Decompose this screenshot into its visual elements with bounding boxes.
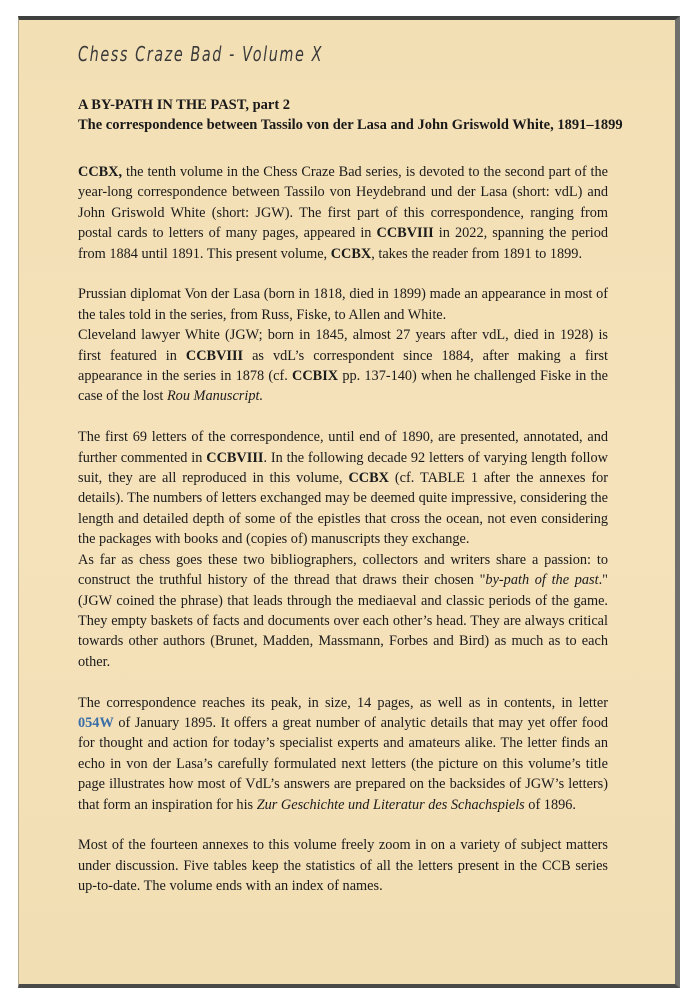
paragraph-von-der-lasa	[78, 284, 608, 325]
text: of 1896.	[524, 796, 576, 813]
phrase: by-path of the past	[485, 572, 599, 589]
book-title: Zur Geschichte und Literatur des Schachspiels	[256, 796, 525, 813]
text: pp. 137-140) when he challenged Fiske in the case of the lost	[78, 368, 608, 405]
paragraph-passion	[78, 550, 608, 672]
paragraph-white	[78, 325, 608, 407]
manuscript-title: Rou Manuscript.	[166, 388, 264, 405]
volume-subtitle: A BY-PATH IN THE PAST, part 2	[78, 97, 291, 113]
volume-name: CCBIX	[292, 368, 339, 385]
text: in 2022, spanning the period from 1884 until 1891. This present volume,	[78, 225, 608, 262]
volume-name: CCBVIII	[185, 347, 244, 364]
blurb-text	[78, 162, 608, 917]
text: ." (JGW coined the phrase) that leads through the mediaeval and classic periods of the game. They empty baskets of facts and documents over each other’s head. They are always critical towards other authors (Brunet, Madden, Massmann, Forbes and Bird) as much as to each other.	[78, 572, 608, 670]
volume-name: CCBVIII	[376, 225, 434, 242]
text: The first 69 letters of the correspondence, until end of 1890, are presented, annotated, and further commented in	[78, 429, 608, 466]
text: Cleveland lawyer White (JGW; born in 1845, almost 27 years after vdL, died in 1928) is first featured in	[78, 327, 608, 364]
volume-name: CCBVIII	[206, 449, 264, 466]
text: (cf. TABLE 1 after the annexes for details). The numbers of letters exchanged may be deemed quite impressive, considering the length and detailed depth of some of the epistles that cross the ocean, not even considering the packages with books and (copies of) manuscripts they exchange.	[78, 470, 608, 548]
paragraph-letters	[78, 427, 608, 549]
volume-name: CCBX	[348, 470, 389, 487]
text: Prussian diplomat Von der Lasa (born in 1818, died in 1899) made an appearance in most of the tales told in the series, from Russ, Fiske, to Allen and White.	[78, 286, 608, 323]
series-title: Chess Craze Bad - Volume X	[78, 42, 324, 66]
text: , takes the reader from 1891 to 1899.	[371, 245, 583, 262]
text: as vdL’s correspondent since 1884, after making a first appearance in the series in 1878 (cf.	[78, 347, 608, 385]
paragraph-annexes	[78, 835, 608, 896]
text: of January 1895. It offers a great number of analytic details that may yet offer food for thought and action for today’s specialist experts and amateurs alike. The letter finds an echo in von der Lasa’s carefully formulated next letters (the picture on this volume’s title page illustrates how most of VdL’s answers are prepared on the backsides of JGW’s letters) that form an inspiration for his	[78, 714, 608, 813]
volume-name: CCBX,	[78, 164, 123, 180]
text: . In the following decade 92 letters of varying length follow suit, they are all reproduced in this volume,	[78, 449, 608, 487]
volume-name: CCBX	[330, 245, 372, 262]
paragraph-intro	[78, 162, 608, 264]
volume-description: The correspondence between Tassilo von der Lasa and John Griswold White, 1891–1899	[78, 117, 623, 133]
text: the tenth volume in the Chess Craze Bad series, is devoted to the second part of the year-long correspondence between Tassilo von Heydebrand und der Lasa (short: vdL) and John Griswold White (short: JGW). The first part of this correspondence, ranging from postal cards to letters of many pages, appeared in	[78, 164, 608, 242]
text: As far as chess goes these two bibliographers, collectors and writers share a passion: to construct the truthful history of the thread that draws their chosen "	[78, 551, 608, 589]
text: Most of the fourteen annexes to this volume freely zoom in on a variety of subject matters under discussion. Five tables keep the statistics of all the letters present in the CCB series up-to-date. The volume ends with an index of names.	[78, 837, 608, 895]
letter-link[interactable]: 054W	[78, 714, 114, 731]
paragraph-peak	[78, 693, 608, 815]
text: The correspondence reaches its peak, in size, 14 pages, as well as in contents, in letter	[78, 694, 608, 711]
